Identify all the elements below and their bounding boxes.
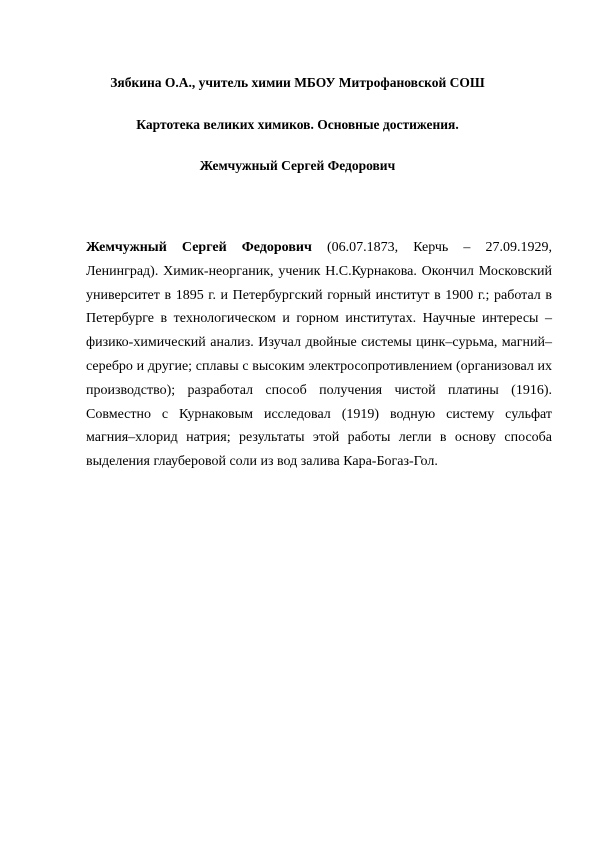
person-name-heading: Жемчужный Сергей Федорович [199, 158, 396, 173]
biography-lead-name: Жемчужный Сергей Федорович [86, 240, 312, 255]
biography-paragraph [86, 236, 552, 474]
biography-text: (06.07.1873, Керчь – 27.09.1929, Ленинград). Химик-неорганик, ученик Н.С.Курнакова. Окончил Московский университет в 1895 г. и Петербургский горный институт в 1900 г.; работал в Петербурге в технологическом и горном институтах. Научные интересы – физико-химический анализ. Изучал двойные системы цинк–сурьма, магний–серебро и другие; сплавы с высоким электросопротивлением (организовал их производство); разработал способ получения чистой платины (1916). Совместно с Курнаковым исследовал (1919) водную систему сульфат магния–хлорид натрия; результаты этой работы легли в основу способа выделения глауберовой соли из вод залива Кара-Богаз-Гол. [86, 240, 552, 470]
author-line: Зябкина О.А., учитель химии МБОУ Митрофановской СОШ [110, 75, 485, 90]
series-title: Картотека великих химиков. Основные достижения. [136, 117, 459, 132]
